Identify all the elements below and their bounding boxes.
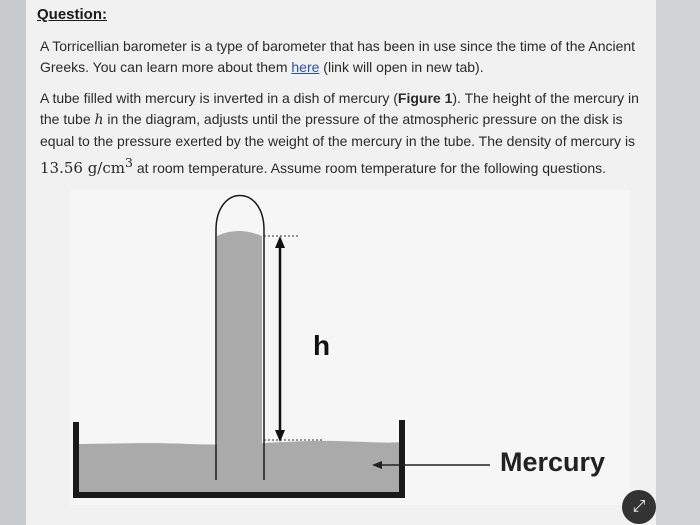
density-value	[40, 155, 133, 177]
problem-text-d: at room temperature. Assume room temperature for the following questions.	[132, 160, 607, 176]
problem-text-a: A tube filled with mercury is inverted in a dish of mercury (	[40, 90, 398, 106]
expand-arrows-icon[interactable]: ⤢	[622, 490, 656, 524]
screen-bezel-left	[0, 0, 26, 525]
barometer-figure	[70, 190, 630, 505]
density-number: 13.56 g/cm	[40, 159, 125, 177]
mercury-label: Mercury	[500, 447, 606, 477]
intro-paragraph	[40, 36, 640, 78]
barometer-info-link[interactable]: here	[291, 59, 320, 75]
screen-bezel-right	[656, 0, 700, 525]
problem-text-b: ). The height of the mercury in the tube	[40, 90, 639, 127]
density-exponent: 3	[125, 155, 133, 170]
height-label: h	[313, 330, 331, 361]
intro-text-end: (link will open in new tab).	[319, 59, 484, 75]
figure-reference: Figure 1	[397, 90, 453, 106]
height-arrow-top	[275, 236, 285, 248]
problem-text-c: in the diagram, adjusts until the pressure of the atmospheric pressure on the disk is equal to the pressure exerted by the weight of the mercury in the tube. The density of mercury is	[40, 111, 636, 149]
mercury-column	[217, 231, 262, 480]
question-card	[26, 0, 656, 525]
intro-text: A Torricellian barometer is a type of barometer that has been in use since the time of the Ancient Greeks. You can learn more about them	[40, 38, 636, 75]
h-symbol: h	[94, 112, 104, 128]
problem-paragraph	[40, 88, 640, 179]
question-heading: Question:	[37, 6, 107, 23]
